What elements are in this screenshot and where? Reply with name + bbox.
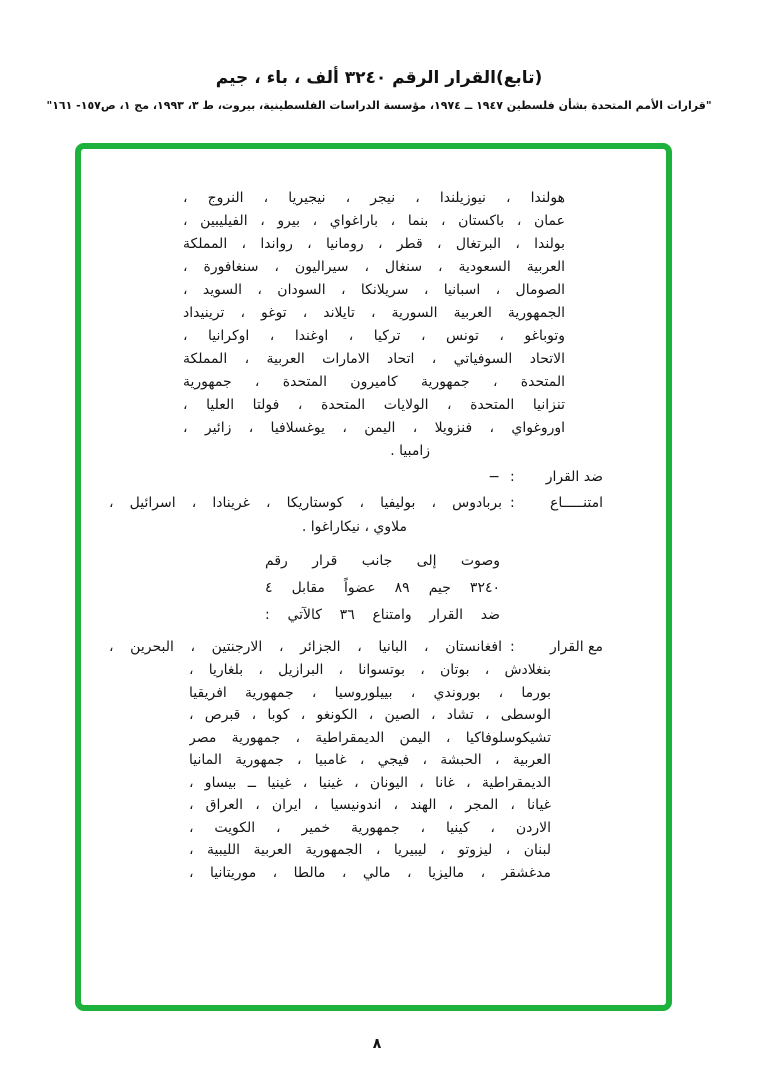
- vote-with-line: العربية ، الحبشة ، فيجي ، غامبيا ، جمهورية المانيا: [189, 752, 551, 768]
- country-list-line: تنزانيا المتحدة ، الولايات المتحدة ، فولتا العليا ،: [183, 397, 565, 413]
- source-citation: "قرارات الأمم المتحدة بشأن فلسطين ١٩٤٧ ــ ١٩٧٤، مؤسسة الدراسات الفلسطينية، بيروت، ط ٣، ١٩٩٣، مج ١، ص١٥٧- ١٦١": [46, 99, 712, 112]
- vote-with-label: مع القرار: [549, 639, 603, 655]
- country-list-line: المتحدة ، جمهورية كاميرون المتحدة ، جمهورية: [183, 374, 565, 390]
- vote-note-line: ٣٢٤٠ جيم ٨٩ عضواً مقابل ٤: [265, 580, 500, 596]
- page-title: (تابع)القرار الرقم ٣٢٤٠ ألف ، باء ، جيم: [215, 68, 543, 88]
- page-number: ٨: [372, 1036, 382, 1052]
- vote-note-line: ضد القرار وامتناع ٣٦ كالآتي :: [265, 607, 500, 623]
- vote-note-line: وصوت إلى جانب قرار رقم: [265, 553, 500, 569]
- vote-with-line: افغانستان ، البانيا ، الجزائر ، الارجنتين ، البحرين ،: [109, 639, 502, 655]
- vote-against-value: −: [488, 469, 500, 485]
- country-list-line: الجمهورية العربية السورية ، تايلاند ، توغو ، ترينيداد: [183, 305, 565, 321]
- country-list-line: وتوباغو ، تونس ، تركيا ، اوغندا ، اوكرانيا ،: [183, 328, 565, 344]
- vote-against-row: [109, 465, 603, 489]
- vote-with-line: تشيكوسلوفاكيا ، اليمن الديمقراطية ، جمهورية مصر: [189, 729, 551, 746]
- abstain-countries: [109, 491, 502, 539]
- country-list-line: العربية السعودية ، سنغال ، سيراليون ، سنغافورة ،: [183, 259, 565, 275]
- vote-with-block: [109, 635, 603, 884]
- abstain-label-col: [510, 491, 603, 515]
- vote-with-countries: [189, 659, 551, 884]
- country-list-line: الاتحاد السوفياتي ، اتحاد الامارات العربية ، المملكة: [183, 351, 565, 367]
- country-list-line-last: زامبيا .: [390, 443, 430, 459]
- vote-with-line: الاردن ، كينيا ، جمهورية خمير ، الكويت ،: [189, 819, 551, 836]
- abstain-label: امتنـــــاع: [550, 495, 603, 511]
- vote-with-line: الديمقراطية ، غانا ، اليونان ، غينيا ، غينيا ــ بيساو ،: [189, 774, 551, 791]
- vote-with-row: [109, 635, 603, 659]
- vote-against-label-col: [510, 465, 603, 489]
- vote-against-colon: :: [510, 469, 515, 485]
- country-list-continued: [183, 187, 565, 463]
- vote-against-label: ضد القرار: [545, 469, 603, 485]
- vote-with-label-col: [510, 635, 603, 659]
- vote-with-line: مدغشقر ، ماليزيا ، مالي ، مالطا ، موريتانيا ،: [189, 864, 551, 881]
- vote-with-line: بورما ، بوروندي ، بييلوروسيا ، جمهورية افريقيا: [189, 684, 551, 701]
- vote-tally-note: [265, 548, 500, 629]
- country-list-line: عمان ، باكستان ، بنما ، باراغواي ، بيرو ، الفيليبين ،: [183, 213, 565, 229]
- country-list-line: اوروغواي ، فنزويلا ، اليمن ، يوغسلافيا ، زائير ،: [183, 420, 565, 436]
- page-header: [0, 68, 758, 112]
- green-content-box: [75, 143, 672, 1011]
- resolution-vote-record: [81, 149, 666, 1005]
- country-list-line: هولندا ، نيوزيلندا ، نيجر ، نيجيريا ، النروج ،: [183, 190, 565, 206]
- vote-with-line: غيانا ، المجر ، الهند ، اندونيسيا ، ايران ، العراق ،: [189, 797, 551, 813]
- abstain-line-last: ملاوي ، نيكاراغوا .: [301, 519, 407, 535]
- vote-with-colon: :: [510, 639, 515, 655]
- country-list-line: بولندا ، البرتغال ، قطر ، رومانيا ، رواندا ، المملكة: [183, 236, 565, 252]
- abstain-line: بربادوس ، بوليفيا ، كوستاريكا ، غرينادا ، اسرائيل ،: [109, 495, 502, 511]
- vote-with-line: الوسطى ، تشاد ، الصين ، الكونغو ، كوبا ، قبرص ،: [189, 707, 551, 723]
- abstain-colon: :: [510, 495, 515, 511]
- vote-with-line: لبنان ، ليزوتو ، ليبيريا ، الجمهورية العربية الليبية ،: [189, 842, 551, 858]
- vote-with-line: بنغلادش ، بوتان ، بوتسوانا ، البرازيل ، بلغاريا ،: [189, 662, 551, 678]
- vote-with-first-line-wrap: [109, 635, 502, 659]
- country-list-line: الصومال ، اسبانيا ، سريلانكا ، السودان ، السويد ،: [183, 282, 565, 298]
- abstain-row: [109, 491, 603, 539]
